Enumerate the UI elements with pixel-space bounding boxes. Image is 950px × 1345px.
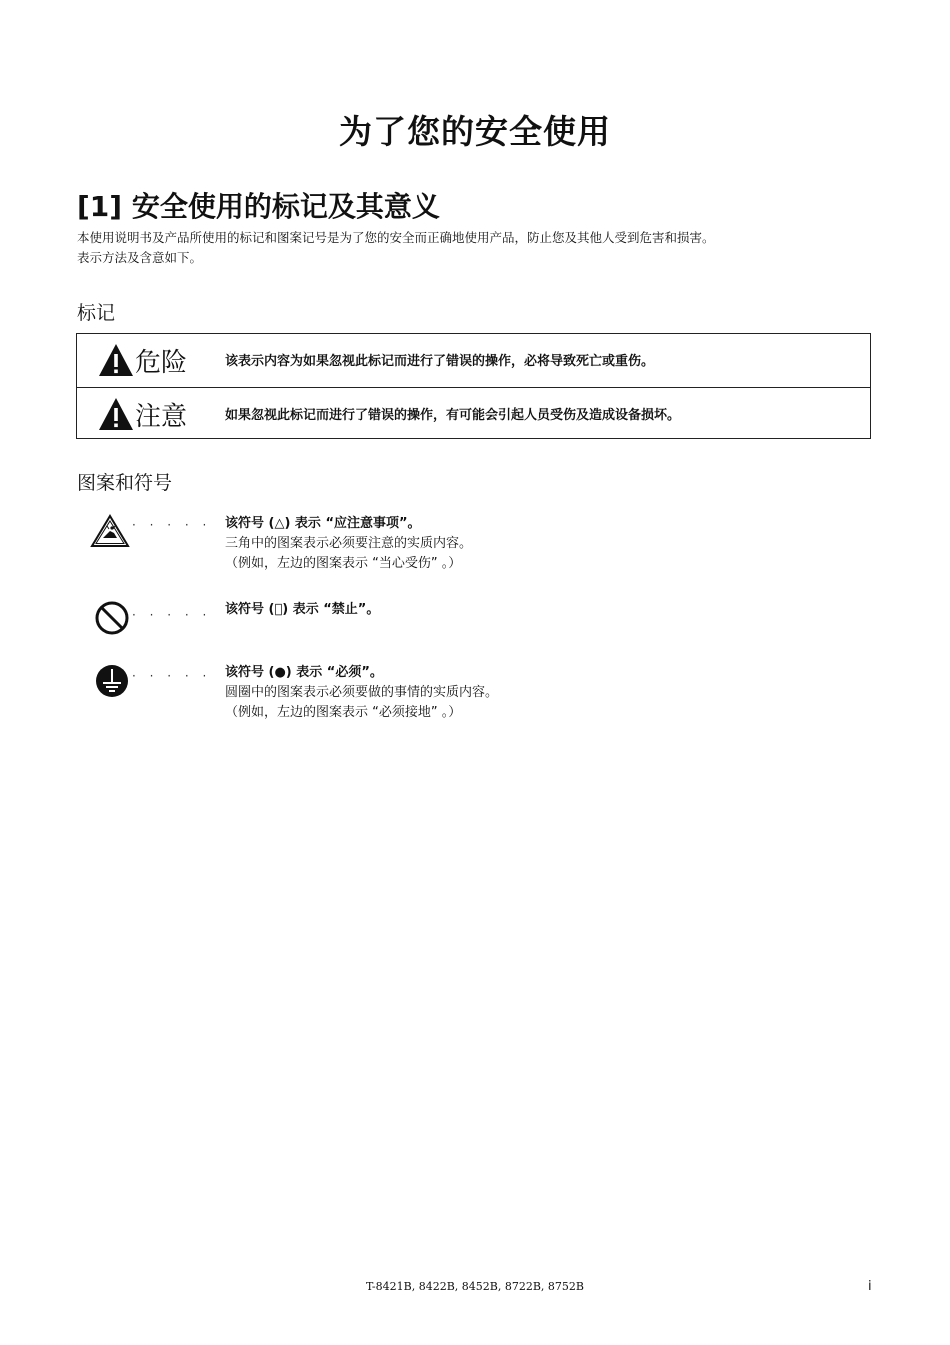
marks-heading: 标记 [77,302,116,324]
symbol-line-1: 该符号 (△) 表示 “应注意事项”。 [225,516,421,531]
symbol-item-prohibition [90,600,870,640]
section-heading: [1] 安全使用的标记及其意义 [77,190,440,223]
caution-description: 如果忽视此标记而进行了错误的操作，有可能会引起人员受伤及造成设备损坏。 [225,408,681,423]
symbol-line-2: 三角中的图案表示必须要注意的实质内容。 [225,536,473,551]
caution-signal [98,396,187,432]
caution-label: 注意 [135,401,188,432]
page-title: 为了您的安全使用 [339,112,611,151]
footer-model-numbers: T-8421B, 8422B, 8452B, 8722B, 8752B [366,1280,584,1293]
hand-injury-caution-icon [90,514,130,548]
danger-signal [98,342,187,378]
intro-text-line-2: 表示方法及含意如下。 [77,250,203,265]
danger-row [77,334,870,386]
caution-row [77,387,870,440]
leader-dots: · · · · · [132,518,212,532]
symbol-item-mandatory [90,663,870,723]
symbol-description [225,514,472,574]
leader-dots: · · · · · [132,669,212,683]
warning-triangle-icon [98,397,134,431]
ground-mandatory-icon [94,663,130,699]
symbol-line-2: 圆圈中的图案表示必须要做的事情的实质内容。 [225,685,499,700]
warning-triangle-icon [98,343,134,377]
symbol-line-3: （例如，左边的图案表示 “当心受伤” 。） [225,556,462,571]
symbol-line-1: 该符号 (⃠) 表示 “禁止”。 [225,602,380,617]
prohibition-icon [94,600,130,636]
danger-label: 危险 [135,347,188,378]
marks-table [76,333,871,439]
danger-description: 该表示内容为如果忽视此标记而进行了错误的操作，必将导致死亡或重伤。 [225,354,655,369]
page-number: i [868,1279,872,1294]
symbol-line-1: 该符号 (●) 表示 “必须”。 [225,665,383,680]
symbol-line-3: （例如，左边的图案表示 “必须接地” 。） [225,705,462,720]
symbol-description [225,600,379,620]
symbol-description [225,663,498,723]
symbol-item-caution [90,514,870,574]
leader-dots: · · · · · [132,608,212,622]
symbols-heading: 图案和符号 [77,472,173,494]
intro-text-line-1: 本使用说明书及产品所使用的标记和图案记号是为了您的安全而正确地使用产品，防止您及其他人受到危害和损害。 [77,230,715,245]
